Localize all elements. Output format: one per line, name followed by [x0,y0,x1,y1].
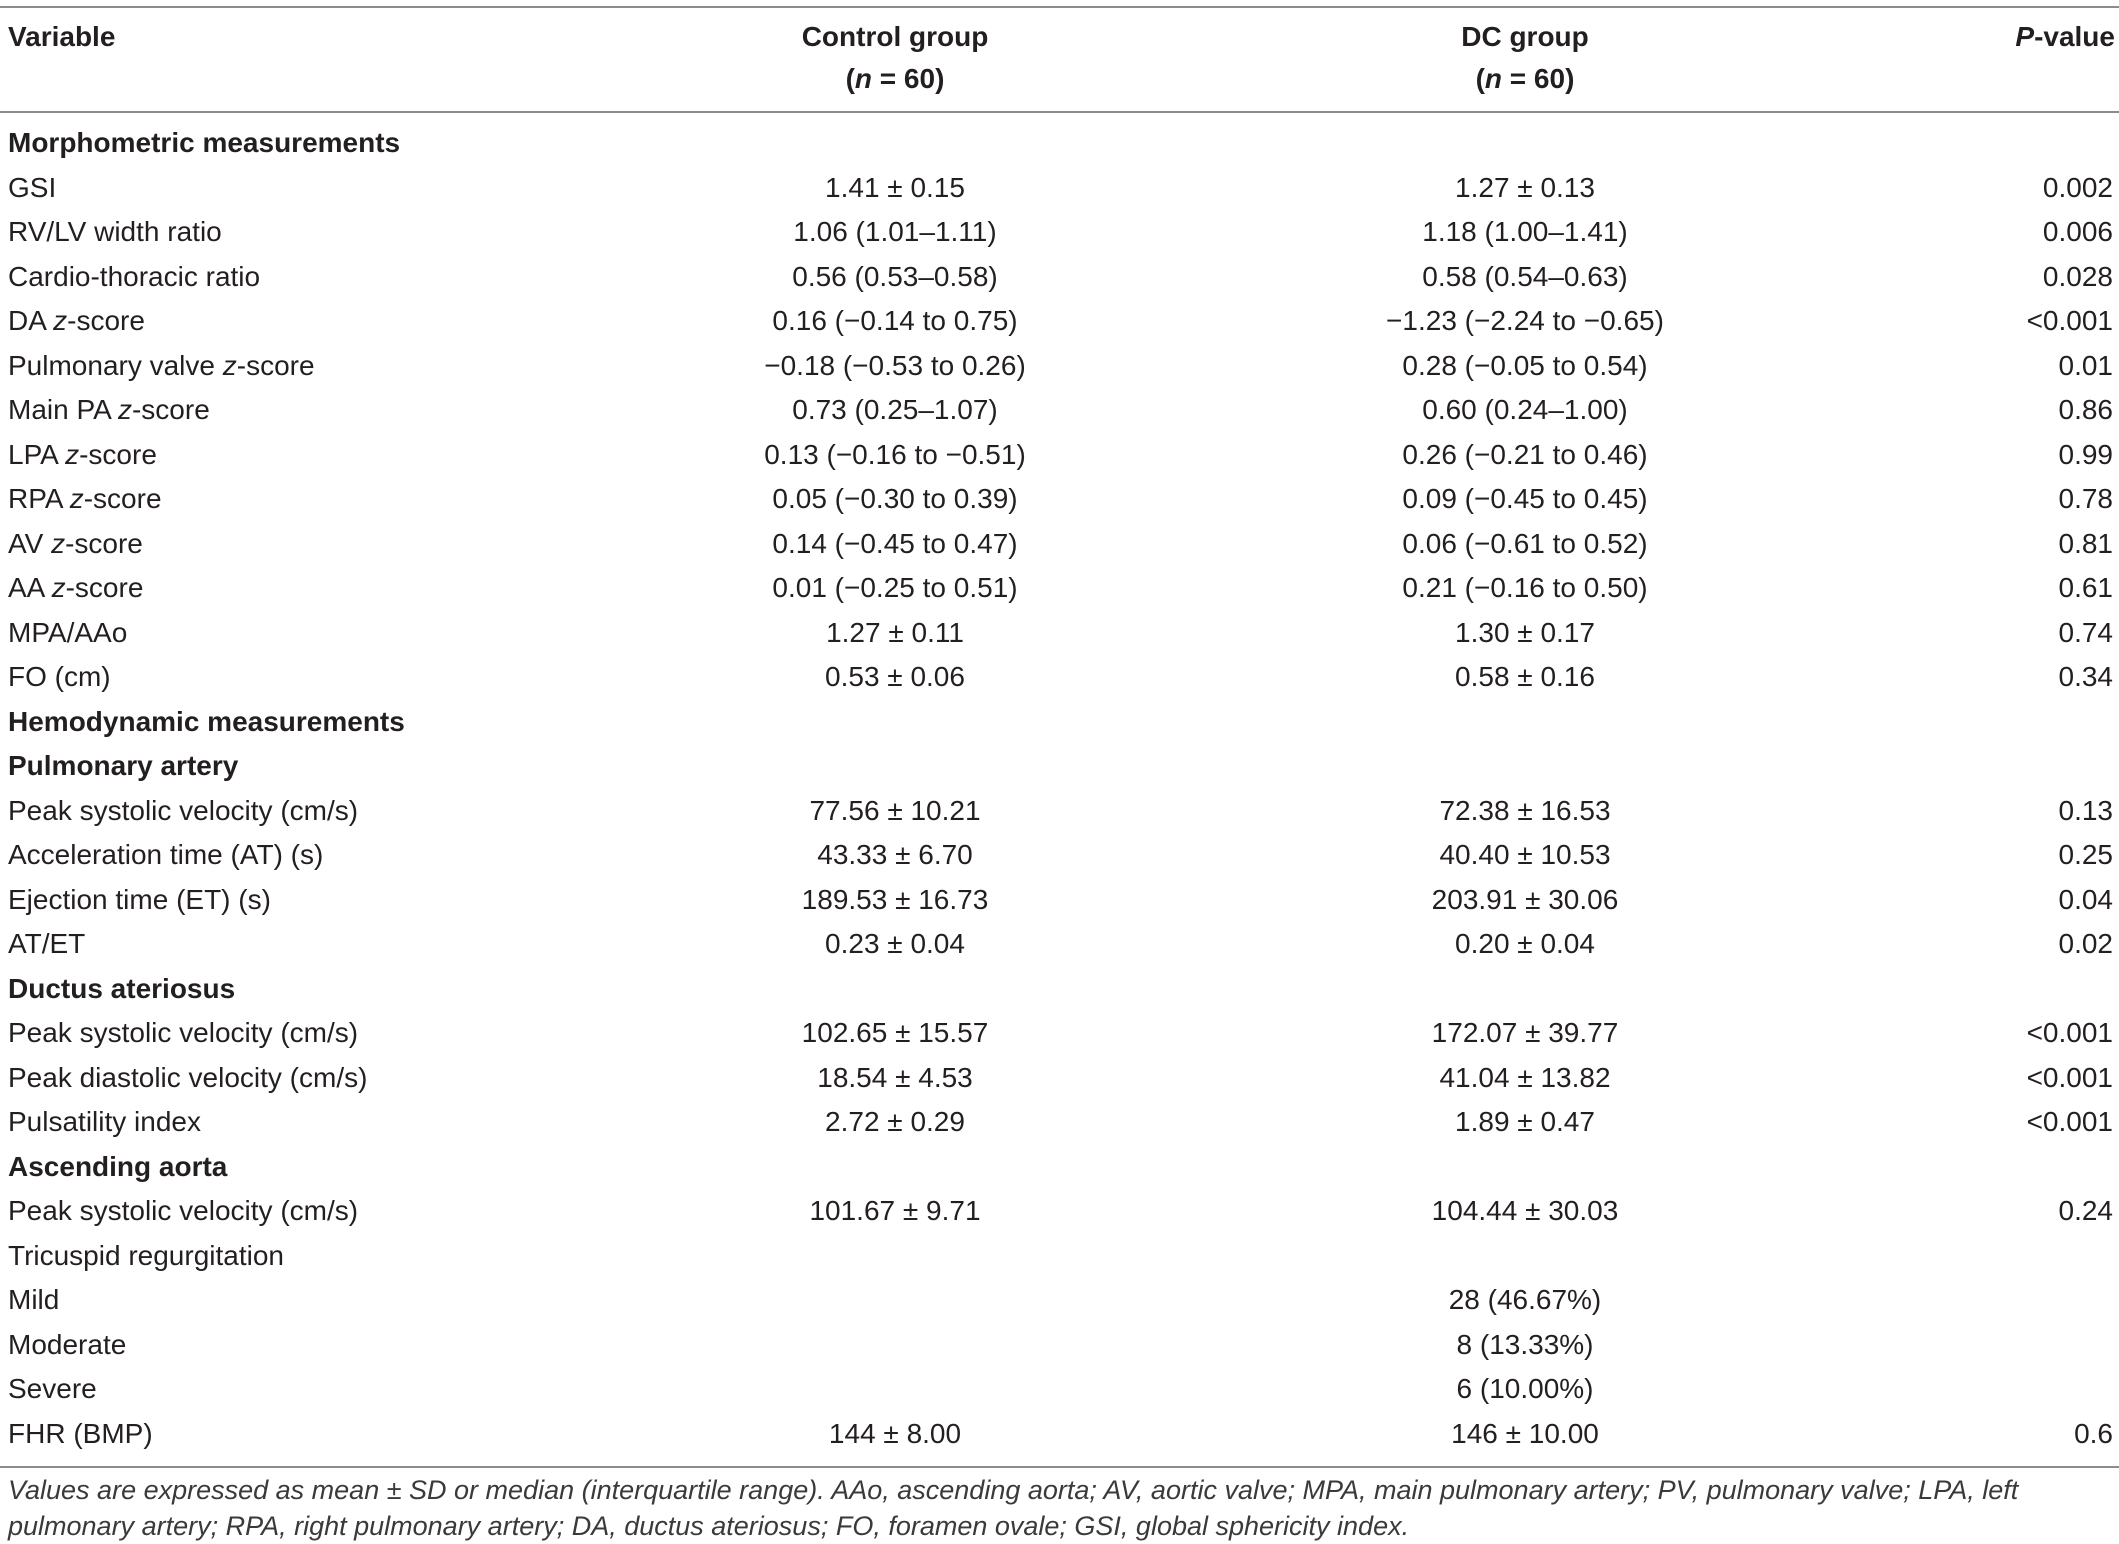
cell-pvalue: 0.86 [2058,394,2113,425]
cell-pvalue: <0.001 [2026,1017,2113,1048]
cell-pvalue: 0.74 [2058,616,2113,648]
cell-dc: 0.20 ± 0.04 [1455,928,1595,959]
cell-variable: Tricuspid regurgitation [8,1239,284,1271]
cell-dc: 1.18 (1.00–1.41) [1422,216,1628,247]
cell-dc: 104.44 ± 30.03 [1431,1195,1619,1226]
cell-pvalue: <0.001 [2026,1061,2113,1093]
cell-dc: −1.23 (−2.24 to −0.65) [1386,305,1664,336]
cell-variable: Morphometric measurements [8,127,401,158]
cell-pvalue: 0.24 [2058,1195,2113,1226]
cell-control: 43.33 ± 6.70 [817,839,973,870]
cell-control: 18.54 ± 4.53 [817,1061,973,1093]
subsection-row [0,744,2119,789]
table-row [0,344,2119,389]
section-row [0,700,2119,745]
cell-variable: Peak systolic velocity (cm/s) [8,794,359,826]
table-row [0,833,2119,878]
cell-variable: Peak systolic velocity (cm/s) [8,1017,359,1048]
cell-pvalue: 0.028 [2042,260,2113,292]
cell-dc: 41.04 ± 13.82 [1439,1061,1611,1093]
cell-pvalue: 0.006 [2042,216,2113,247]
cell-variable: FHR (BMP) [8,1417,153,1449]
cell-control: 102.65 ± 15.57 [801,1017,989,1048]
cell-control: 1.27 ± 0.11 [826,616,964,648]
cell-pvalue: 0.34 [2058,661,2113,692]
cell-control: 0.53 ± 0.06 [825,661,965,692]
table-row [0,1234,2119,1279]
table-row [0,255,2119,300]
cell-dc: 0.58 (0.54–0.63) [1422,260,1628,292]
table-row [0,1278,2119,1323]
cell-variable: MPA/AAo [8,616,128,648]
cell-dc: 1.30 ± 0.17 [1455,616,1595,648]
table-row [0,1323,2119,1368]
subsection-row [0,1145,2119,1190]
table-top-rule [0,6,2119,8]
cell-pvalue: 0.01 [2058,349,2113,381]
cell-control: 101.67 ± 9.71 [809,1195,981,1226]
cell-control: 1.41 ± 0.15 [825,171,965,203]
cell-pvalue: 0.81 [2058,527,2113,559]
cell-variable: Peak diastolic velocity (cm/s) [8,1061,368,1093]
header-variable: Variable [8,21,116,52]
cell-variable: GSI [8,171,57,203]
header-dc-title: DC group [1461,21,1589,52]
table-row [0,433,2119,478]
cell-dc: 0.06 (−0.61 to 0.52) [1402,527,1648,559]
cell-pvalue: 0.25 [2058,839,2113,870]
cell-variable: Acceleration time (AT) (s) [8,839,324,870]
cell-variable: AT/ET [8,928,86,959]
table-row [0,1056,2119,1101]
cell-variable: Hemodynamic measurements [8,705,405,737]
table-header-rule [0,111,2119,113]
table-row [0,1367,2119,1412]
cell-pvalue: 0.04 [2058,883,2113,915]
cell-dc: 0.26 (−0.21 to 0.46) [1402,438,1648,470]
cell-variable: Peak systolic velocity (cm/s) [8,1195,359,1226]
cell-variable: Cardio-thoracic ratio [8,260,261,292]
cell-control: −0.18 (−0.53 to 0.26) [764,349,1026,381]
cell-dc: 8 (13.33%) [1456,1328,1594,1360]
header-control-group [795,16,995,100]
cell-dc: 1.27 ± 0.13 [1455,171,1595,203]
cell-pvalue: 0.002 [2042,171,2113,203]
cell-pvalue: <0.001 [2026,1106,2113,1137]
cell-variable: Main PA z-score [8,394,210,425]
cell-variable: Moderate [8,1328,127,1360]
cell-pvalue: 0.78 [2058,483,2113,514]
cell-pvalue: 0.6 [2074,1417,2113,1449]
cell-control: 144 ± 8.00 [828,1417,962,1449]
cell-variable: Ascending aorta [8,1150,228,1182]
cell-dc: 203.91 ± 30.06 [1431,883,1619,915]
cell-dc: 0.60 (0.24–1.00) [1422,394,1628,425]
cell-control: 0.05 (−0.30 to 0.39) [772,483,1018,514]
cell-dc: 72.38 ± 16.53 [1439,794,1611,826]
cell-control: 0.16 (−0.14 to 0.75) [772,305,1018,336]
cell-dc: 6 (10.00%) [1456,1373,1594,1404]
header-control-title: Control group [801,21,989,52]
table-row [0,611,2119,656]
cell-dc: 40.40 ± 10.53 [1439,839,1611,870]
table-row [0,1412,2119,1457]
cell-dc: 0.09 (−0.45 to 0.45) [1402,483,1648,514]
table-row [0,1011,2119,1056]
table-row [0,878,2119,923]
cell-dc: 172.07 ± 39.77 [1431,1017,1619,1048]
table-row [0,388,2119,433]
header-pvalue: P-value [2015,21,2115,52]
cell-control: 0.13 (−0.16 to −0.51) [764,438,1026,470]
cell-dc: 1.89 ± 0.47 [1455,1106,1595,1137]
cell-pvalue: 0.99 [2058,438,2113,470]
header-control-n: (n = 60) [845,63,945,94]
cell-control: 189.53 ± 16.73 [801,883,989,915]
table-row [0,477,2119,522]
cell-pvalue: 0.02 [2058,928,2113,959]
cell-control: 0.56 (0.53–0.58) [792,260,998,292]
table-row [0,299,2119,344]
table-row [0,1189,2119,1234]
cell-variable: Severe [8,1373,97,1404]
cell-dc: 146 ± 10.00 [1451,1417,1599,1449]
cell-control: 77.56 ± 10.21 [809,794,981,826]
cell-variable: AV z-score [8,527,143,559]
cell-pvalue: 0.61 [2058,572,2113,603]
cell-control: 0.01 (−0.25 to 0.51) [772,572,1018,603]
table-row [0,210,2119,255]
table-footnote: Values are expressed as mean ± SD or median (interquartile range). AAo, ascending aorta; AV, aortic valve; MPA, main pulmonary artery; PV, pulmonary valve; LPA, left pulmonary artery; RPA, right pulmonary artery; DA, ductus ateriosus; FO, foramen ovale; GSI, global sphericity index. [8,1475,2019,1541]
cell-variable: RV/LV width ratio [8,216,222,247]
table-row [0,166,2119,211]
cell-variable: Ejection time (ET) (s) [8,883,271,915]
cell-dc: 28 (46.67%) [1448,1284,1602,1315]
table-bottom-rule [0,1466,2119,1468]
table-row [0,522,2119,567]
cell-variable: Pulsatility index [8,1106,201,1137]
cell-pvalue: 0.13 [2058,794,2113,826]
subsection-row [0,967,2119,1012]
cell-dc: 0.21 (−0.16 to 0.50) [1402,572,1648,603]
cell-variable: Ductus ateriosus [8,972,236,1004]
table-row [0,655,2119,700]
table-row [0,566,2119,611]
cell-pvalue: <0.001 [2026,305,2113,336]
cell-control: 2.72 ± 0.29 [825,1106,965,1137]
cell-control: 1.06 (1.01–1.11) [793,216,997,247]
table-row [0,1100,2119,1145]
cell-variable: Pulmonary valve z-score [8,349,315,381]
table-row [0,789,2119,834]
cell-variable: Pulmonary artery [8,750,239,781]
cell-control: 0.73 (0.25–1.07) [792,394,998,425]
cell-variable: Mild [8,1284,60,1315]
cell-control: 0.23 ± 0.04 [825,928,965,959]
header-dc-n: (n = 60) [1475,63,1575,94]
cell-control: 0.14 (−0.45 to 0.47) [772,527,1018,559]
table-body [0,121,2119,1456]
header-dc-group [1425,16,1625,100]
cell-variable: DA z-score [8,305,145,336]
cell-variable: AA z-score [8,572,144,603]
cell-variable: FO (cm) [8,661,111,692]
table-row [0,922,2119,967]
cell-dc: 0.28 (−0.05 to 0.54) [1402,349,1648,381]
section-row [0,121,2119,166]
cell-variable: RPA z-score [8,483,162,514]
cell-dc: 0.58 ± 0.16 [1455,661,1595,692]
cell-variable: LPA z-score [8,438,157,470]
